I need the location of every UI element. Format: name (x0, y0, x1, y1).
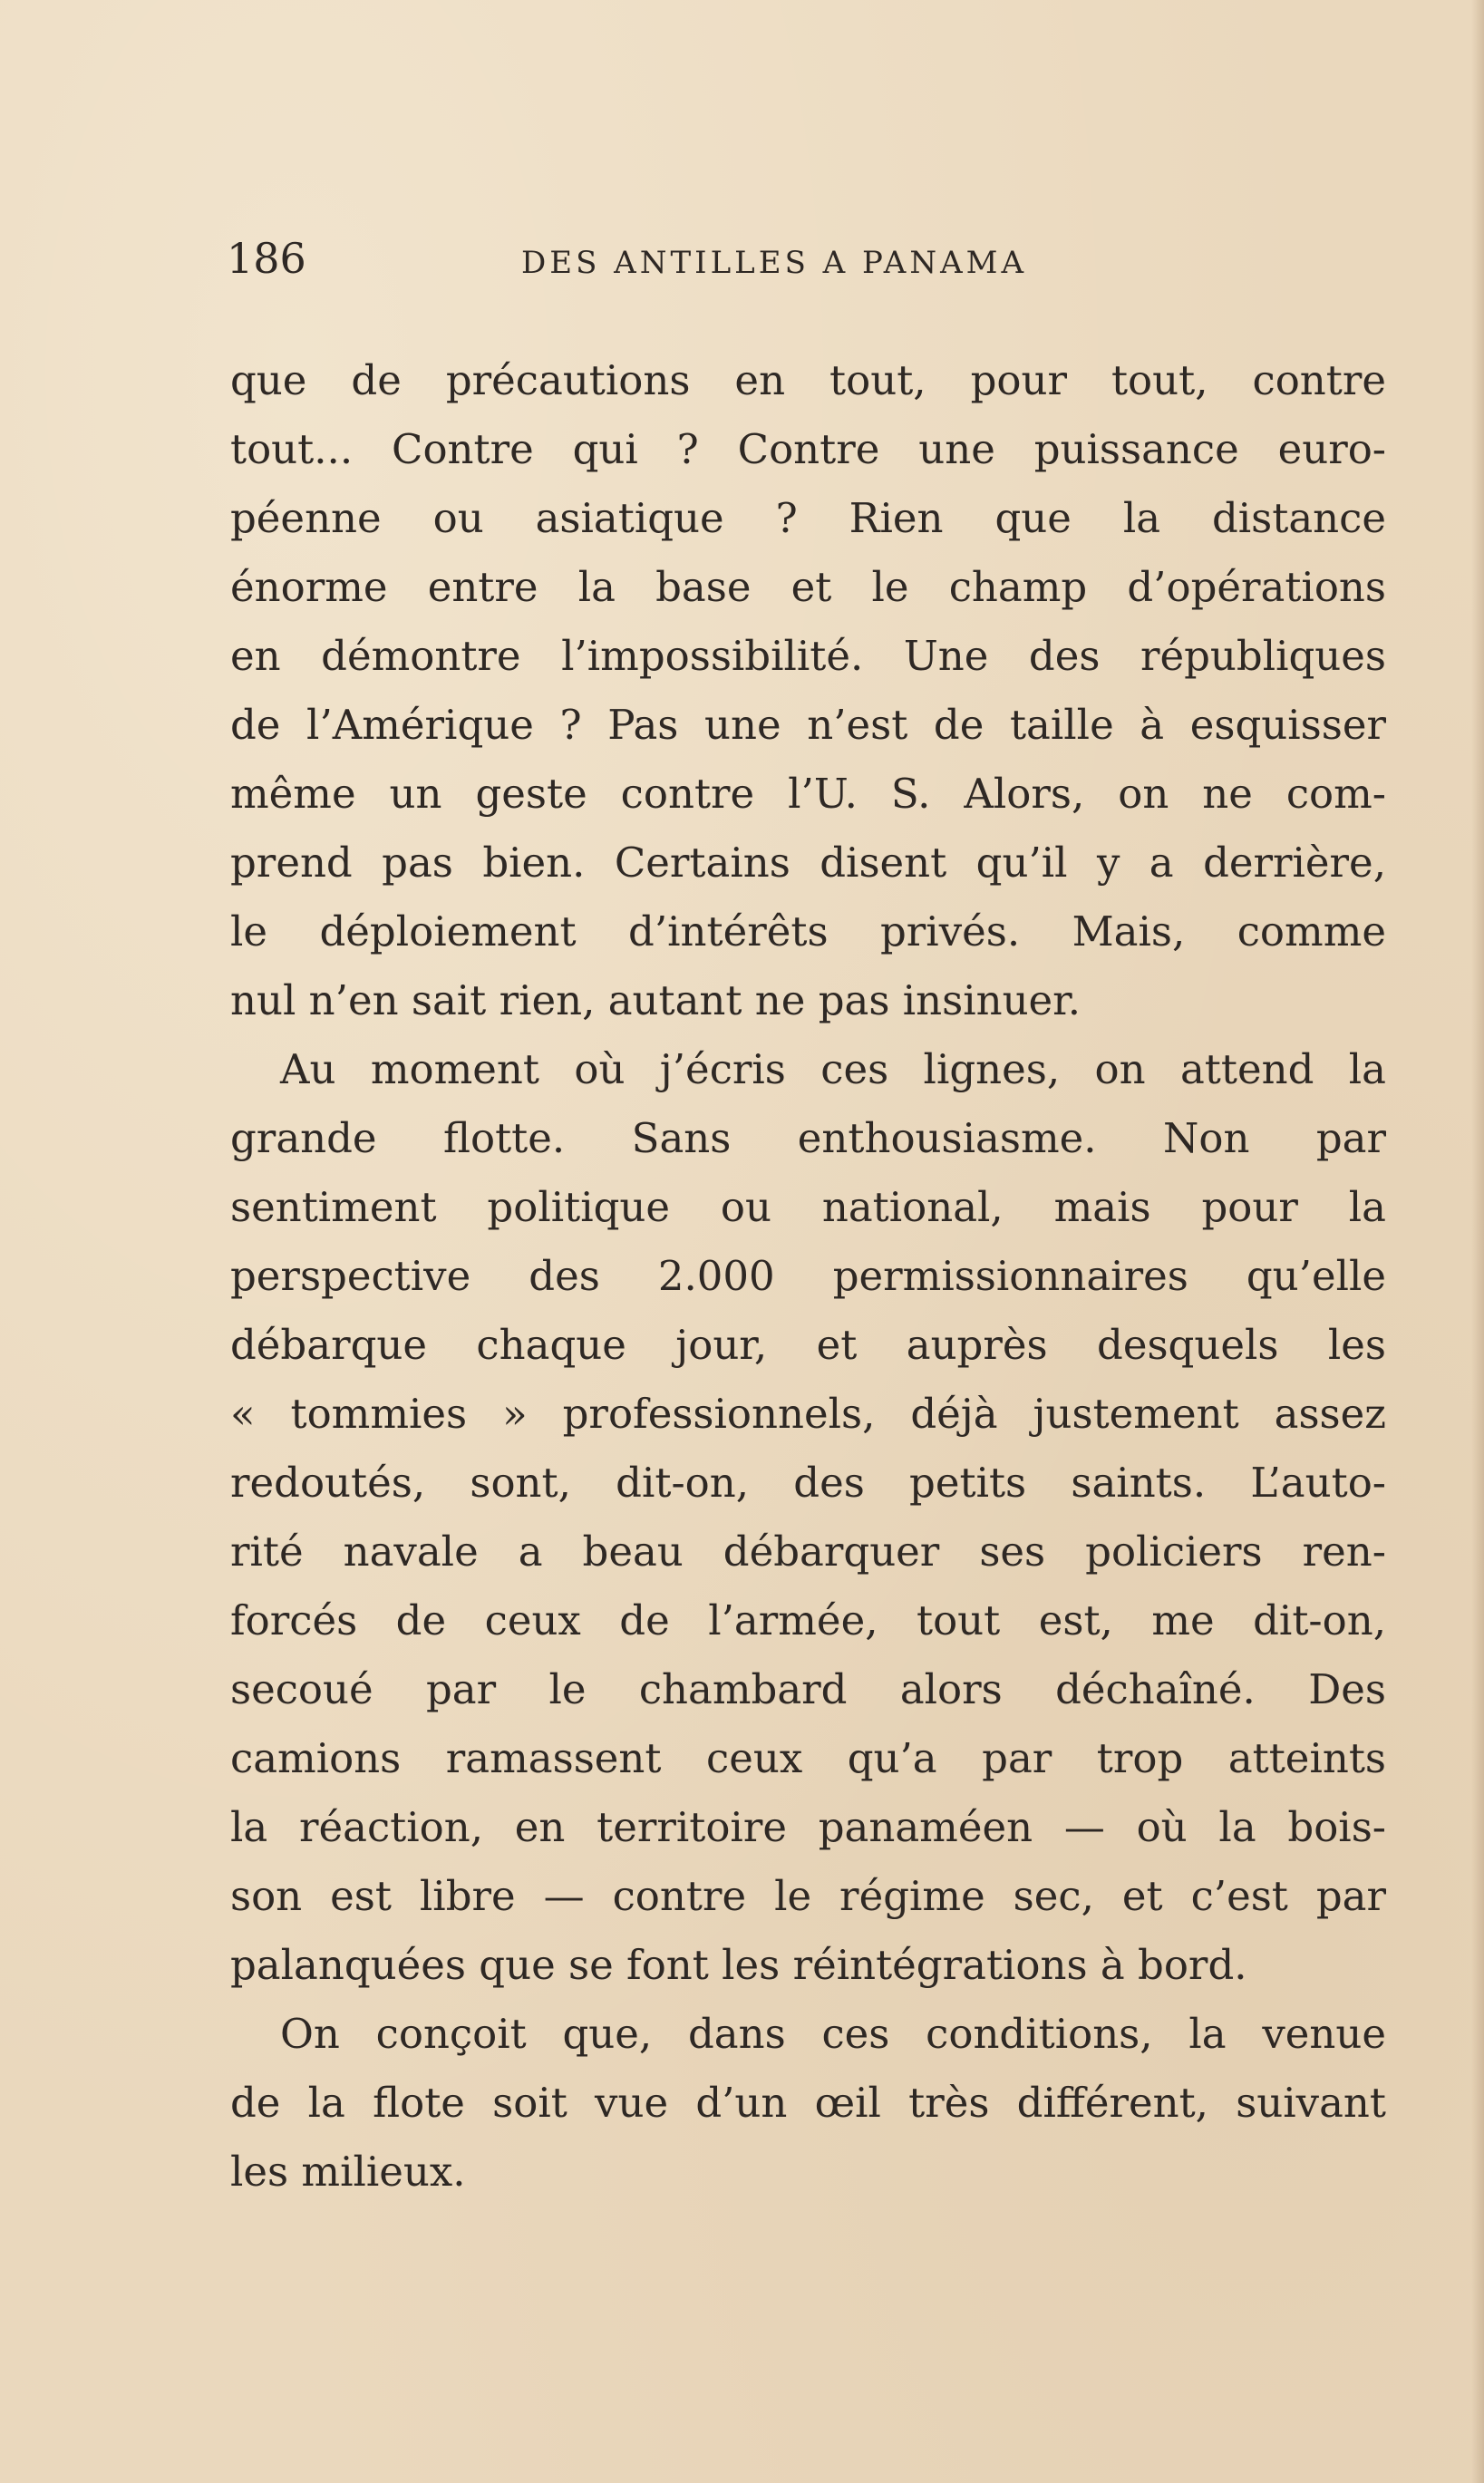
text-line: forcés de ceux de l’armée, tout est, me dit-on, (230, 1596, 1386, 1644)
paragraph-1 (230, 346, 1386, 1035)
running-title: DES ANTILLES A PANAMA (521, 245, 1028, 281)
text-line: Au moment où j’écris ces lignes, on attend la (280, 1045, 1386, 1093)
text-line: prend pas bien. Certains disent qu’il y a derrière, (230, 839, 1386, 887)
text-line: sentiment politique ou national, mais pour la (230, 1183, 1386, 1231)
text-line: nul n’en sait rien, autant ne pas insinuer. (230, 976, 1081, 1024)
text-line: de l’Amérique ? Pas une n’est de taille à esquisser (230, 701, 1386, 749)
text-line: même un geste contre l’U. S. Alors, on ne com- (230, 770, 1386, 818)
text-line: camions ramassent ceux qu’a par trop atteints (230, 1734, 1386, 1782)
text-line: palanquées que se font les réintégrations à bord. (230, 1941, 1247, 1989)
text-line: débarque chaque jour, et auprès desquels les (230, 1321, 1386, 1369)
page-number: 186 (227, 234, 306, 283)
text-line: en démontre l’impossibilité. Une des républiques (230, 632, 1386, 680)
text-line: On conçoit que, dans ces conditions, la venue (280, 2010, 1386, 2058)
text-line: tout... Contre qui ? Contre une puissance euro- (230, 425, 1386, 473)
text-line: « tommies » professionnels, déjà justement assez (230, 1390, 1386, 1438)
text-line: la réaction, en territoire panaméen — où la bois- (230, 1803, 1386, 1851)
text-line: redoutés, sont, dit-on, des petits saints. L’auto- (230, 1459, 1386, 1507)
text-line: secoué par le chambard alors déchaîné. Des (230, 1665, 1386, 1713)
text-line: grande flotte. Sans enthousiasme. Non par (230, 1114, 1386, 1162)
page-header (227, 227, 1387, 290)
body-text (230, 346, 1386, 2207)
text-line: perspective des 2.000 permissionnaires qu’elle (230, 1252, 1386, 1300)
text-line: de la flote soit vue d’un œil très différent, suivant (230, 2079, 1386, 2127)
text-line: les milieux. (230, 2148, 466, 2196)
page-edge-shadow (1471, 0, 1484, 2483)
text-line: son est libre — contre le régime sec, et c’est par (230, 1872, 1386, 1920)
text-line: énorme entre la base et le champ d’opérations (230, 563, 1386, 611)
text-line: rité navale a beau débarquer ses policiers ren- (230, 1528, 1386, 1576)
paragraph-2 (230, 1035, 1386, 2000)
text-line: que de précautions en tout, pour tout, contre (230, 356, 1386, 404)
text-line: le déploiement d’intérêts privés. Mais, comme (230, 907, 1386, 955)
text-line: péenne ou asiatique ? Rien que la distance (230, 494, 1386, 542)
paragraph-3 (230, 2000, 1386, 2207)
